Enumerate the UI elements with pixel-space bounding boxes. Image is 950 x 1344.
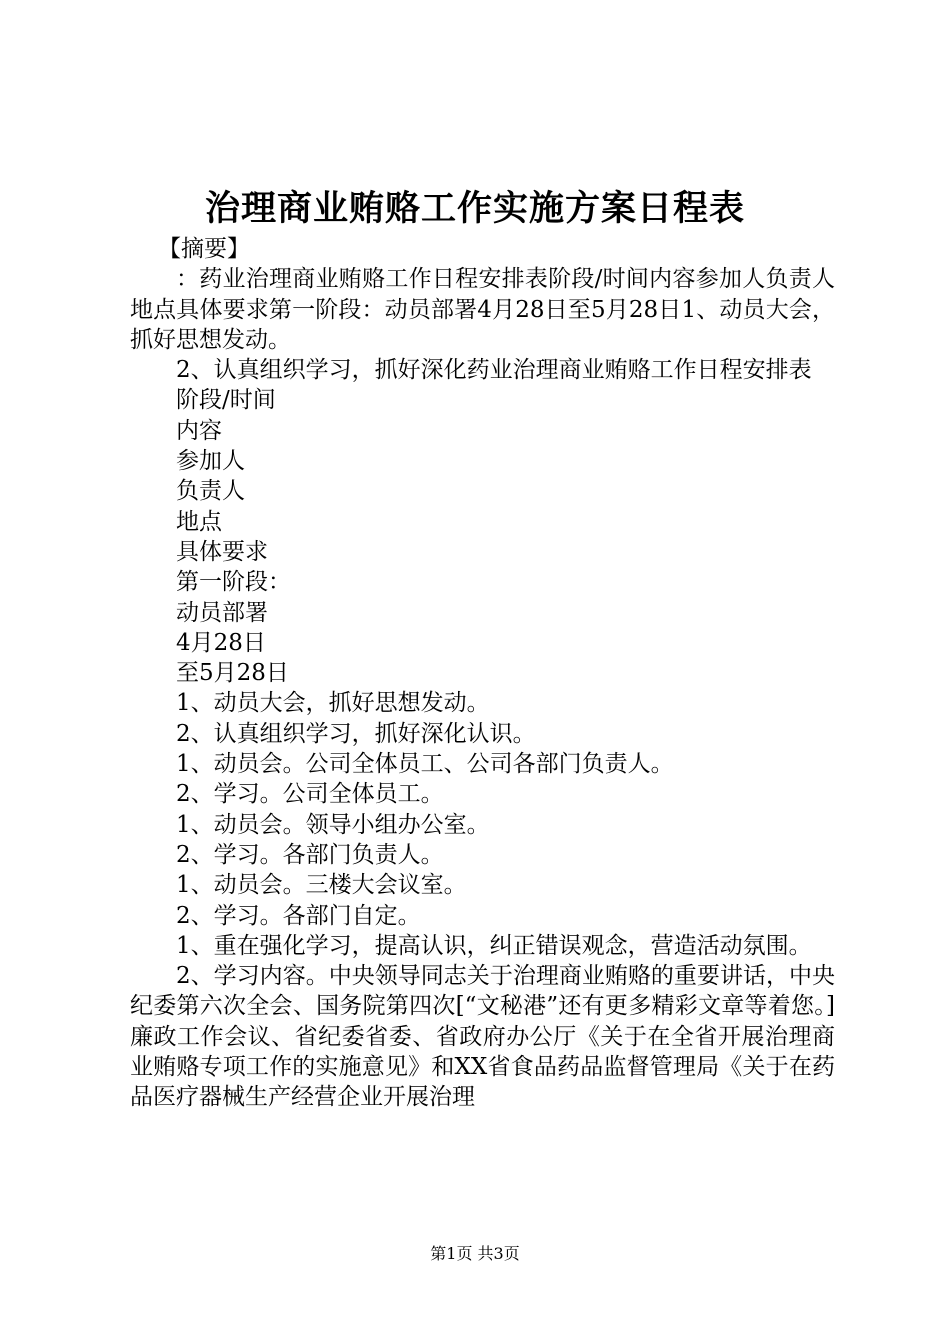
paragraph: 内容 — [176, 417, 222, 444]
paragraph: 2、认真组织学习，抓好深化认识。 — [176, 720, 536, 747]
paragraph: 2、学习。公司全体员工。 — [176, 781, 444, 808]
paragraph: 1、动员会。领导小组办公室。 — [176, 811, 490, 838]
paragraph: 1、重在强化学习，提高认识，纠正错误观念，营造活动氛围。 — [176, 932, 812, 959]
paragraph: 第一阶段： — [176, 569, 291, 596]
paragraph: 负责人 — [176, 478, 245, 505]
paragraph: 2、学习。各部门自定。 — [176, 902, 421, 929]
document-body — [130, 234, 835, 1113]
paragraph: 2、认真组织学习，抓好深化药业治理商业贿赂工作日程安排表 — [176, 357, 812, 384]
summary-heading: 【摘要】 — [158, 236, 250, 262]
paragraph: 具体要求 — [176, 538, 268, 565]
paragraph: 阶段/时间 — [176, 387, 276, 414]
paragraph: ：药业治理商业贿赂工作日程安排表阶段/时间内容参加人负责人地点具体要求第一阶段：动员部署4月28日至5月28日1、动员大会，抓好思想发动。 — [130, 266, 835, 353]
paragraph: 动员部署 — [176, 599, 268, 626]
paragraph: 1、动员大会，抓好思想发动。 — [176, 690, 490, 717]
paragraph: 至5月28日 — [176, 660, 289, 687]
paragraph: 4月28日 — [176, 629, 266, 656]
paragraph: 2、学习内容。中央领导同志关于治理商业贿赂的重要讲话，中央纪委第六次全会、国务院第四次[“文秘港”还有更多精彩文章等着您。]廉政工作会议、省纪委省委、省政府办公厅《关于在全省开展治理商业贿赂专项工作的实施意见》和XX省食品药品监督管理局《关于在药品医疗器械生产经营企业开展治理 — [130, 963, 835, 1111]
document-title: 治理商业贿赂工作实施方案日程表 — [204, 188, 745, 229]
paragraph: 1、动员会。公司全体员工、公司各部门负责人。 — [176, 751, 674, 778]
page-footer: 第1页 共3页 — [430, 1244, 520, 1263]
paragraph: 1、动员会。三楼大会议室。 — [176, 872, 467, 899]
paragraph: 地点 — [176, 508, 222, 535]
paragraph: 参加人 — [176, 448, 245, 475]
paragraph: 2、学习。各部门负责人。 — [176, 841, 444, 868]
